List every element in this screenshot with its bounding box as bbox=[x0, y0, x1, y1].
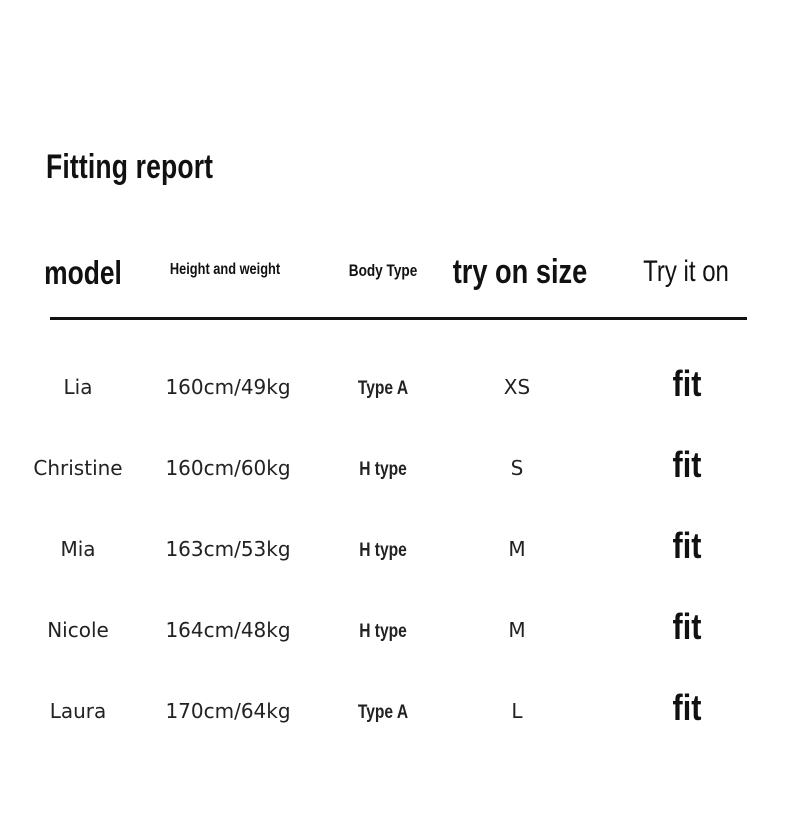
row-fit-result: fit bbox=[672, 363, 702, 404]
header-divider bbox=[50, 317, 747, 320]
table-row bbox=[0, 444, 790, 516]
row-try-on-size: L bbox=[511, 699, 523, 723]
row-model-name: Nicole bbox=[47, 618, 109, 642]
row-height-weight: 163cm/53kg bbox=[165, 537, 291, 561]
header-try-it-on: Try it on bbox=[643, 255, 729, 288]
row-model-name: Lia bbox=[63, 375, 93, 399]
row-model-name: Mia bbox=[60, 537, 96, 561]
header-try-on-size: try on size bbox=[452, 253, 588, 291]
row-body-type: Type A bbox=[357, 702, 409, 723]
row-fit-result: fit bbox=[672, 525, 702, 566]
row-try-on-size: S bbox=[510, 456, 524, 480]
row-try-on-size: M bbox=[508, 618, 526, 642]
row-height-weight: 160cm/49kg bbox=[165, 375, 291, 399]
row-body-type: H type bbox=[359, 540, 407, 561]
table-row bbox=[0, 687, 790, 759]
report-title: Fitting report bbox=[46, 148, 214, 186]
row-height-weight: 160cm/60kg bbox=[165, 456, 291, 480]
table-row bbox=[0, 525, 790, 597]
table-row bbox=[0, 606, 790, 678]
table-row bbox=[0, 363, 790, 435]
row-body-type: H type bbox=[359, 459, 407, 480]
row-body-type: H type bbox=[359, 621, 407, 642]
row-height-weight: 164cm/48kg bbox=[165, 618, 291, 642]
row-fit-result: fit bbox=[672, 444, 702, 485]
row-try-on-size: XS bbox=[503, 375, 531, 399]
row-model-name: Laura bbox=[49, 699, 107, 723]
header-model: model bbox=[44, 254, 122, 291]
row-fit-result: fit bbox=[672, 606, 702, 647]
row-height-weight: 170cm/64kg bbox=[165, 699, 291, 723]
header-body-type: Body Type bbox=[348, 261, 418, 280]
row-model-name: Christine bbox=[33, 456, 123, 480]
row-fit-result: fit bbox=[672, 687, 702, 728]
row-try-on-size: M bbox=[508, 537, 526, 561]
header-height-weight: Height and weight bbox=[169, 261, 281, 278]
row-body-type: Type A bbox=[357, 378, 409, 399]
